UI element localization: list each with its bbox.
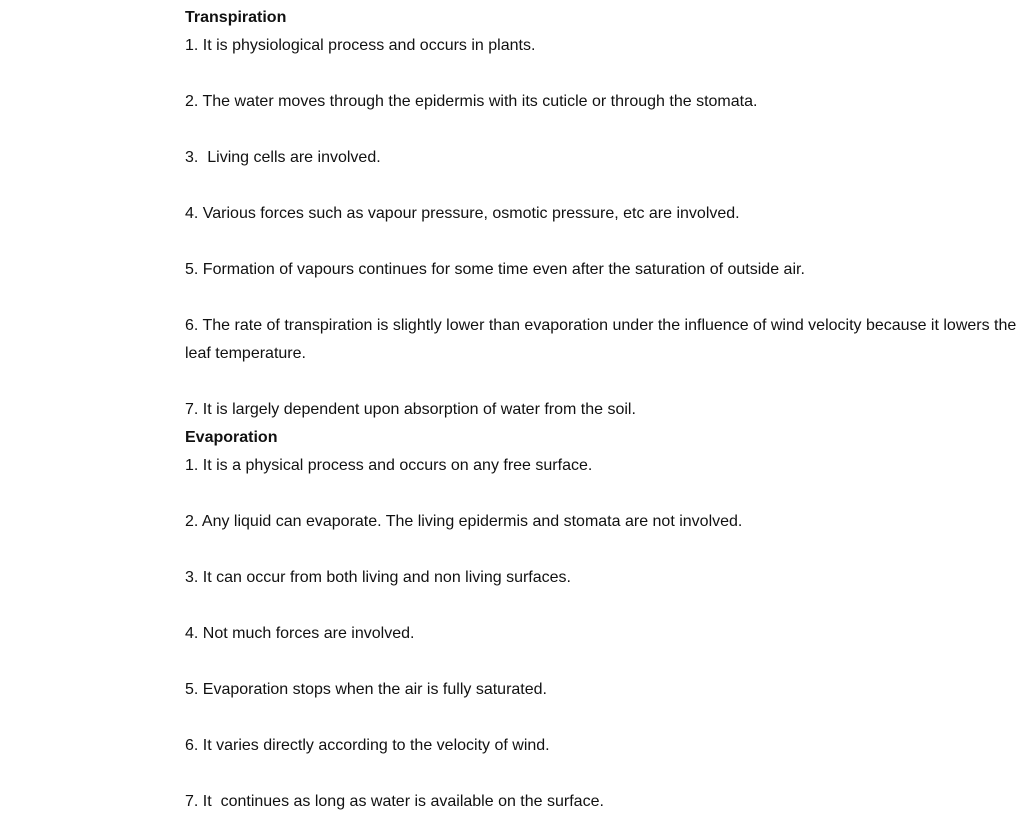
spacer [185,592,1025,620]
evaporation-point-1: 1. It is a physical process and occurs on any free surface. [185,457,593,474]
spacer [185,704,1025,732]
transpiration-point-5: 5. Formation of vapours continues for some time even after the saturation of outside air. [185,261,805,278]
spacer [185,284,1025,312]
transpiration-point-7: 7. It is largely dependent upon absorption of water from the soil. [185,401,636,418]
spacer [185,536,1025,564]
transpiration-point-2: 2. The water moves through the epidermis with its cuticle or through the stomata. [185,93,758,110]
evaporation-point-5: 5. Evaporation stops when the air is fully saturated. [185,681,547,698]
transpiration-point-3: 3. Living cells are involved. [185,149,381,166]
comparison-document [185,4,1025,816]
transpiration-point-4: 4. Various forces such as vapour pressure, osmotic pressure, etc are involved. [185,205,740,222]
evaporation-point-7: 7. It continues as long as water is available on the surface. [185,793,604,810]
spacer [185,480,1025,508]
transpiration-point-1: 1. It is physiological process and occurs in plants. [185,37,536,54]
transpiration-heading: Transpiration [185,9,287,26]
spacer [185,648,1025,676]
spacer [185,172,1025,200]
evaporation-point-3: 3. It can occur from both living and non living surfaces. [185,569,571,586]
spacer [185,760,1025,788]
evaporation-heading: Evaporation [185,429,278,446]
evaporation-point-2: 2. Any liquid can evaporate. The living epidermis and stomata are not involved. [185,513,743,530]
spacer [185,368,1025,396]
evaporation-point-6: 6. It varies directly according to the velocity of wind. [185,737,550,754]
evaporation-point-4: 4. Not much forces are involved. [185,625,415,642]
transpiration-point-6: 6. The rate of transpiration is slightly lower than evaporation under the influence of wind velocity because it lowers the leaf temperature. [185,317,1021,362]
spacer [185,228,1025,256]
spacer [185,60,1025,88]
spacer [185,116,1025,144]
